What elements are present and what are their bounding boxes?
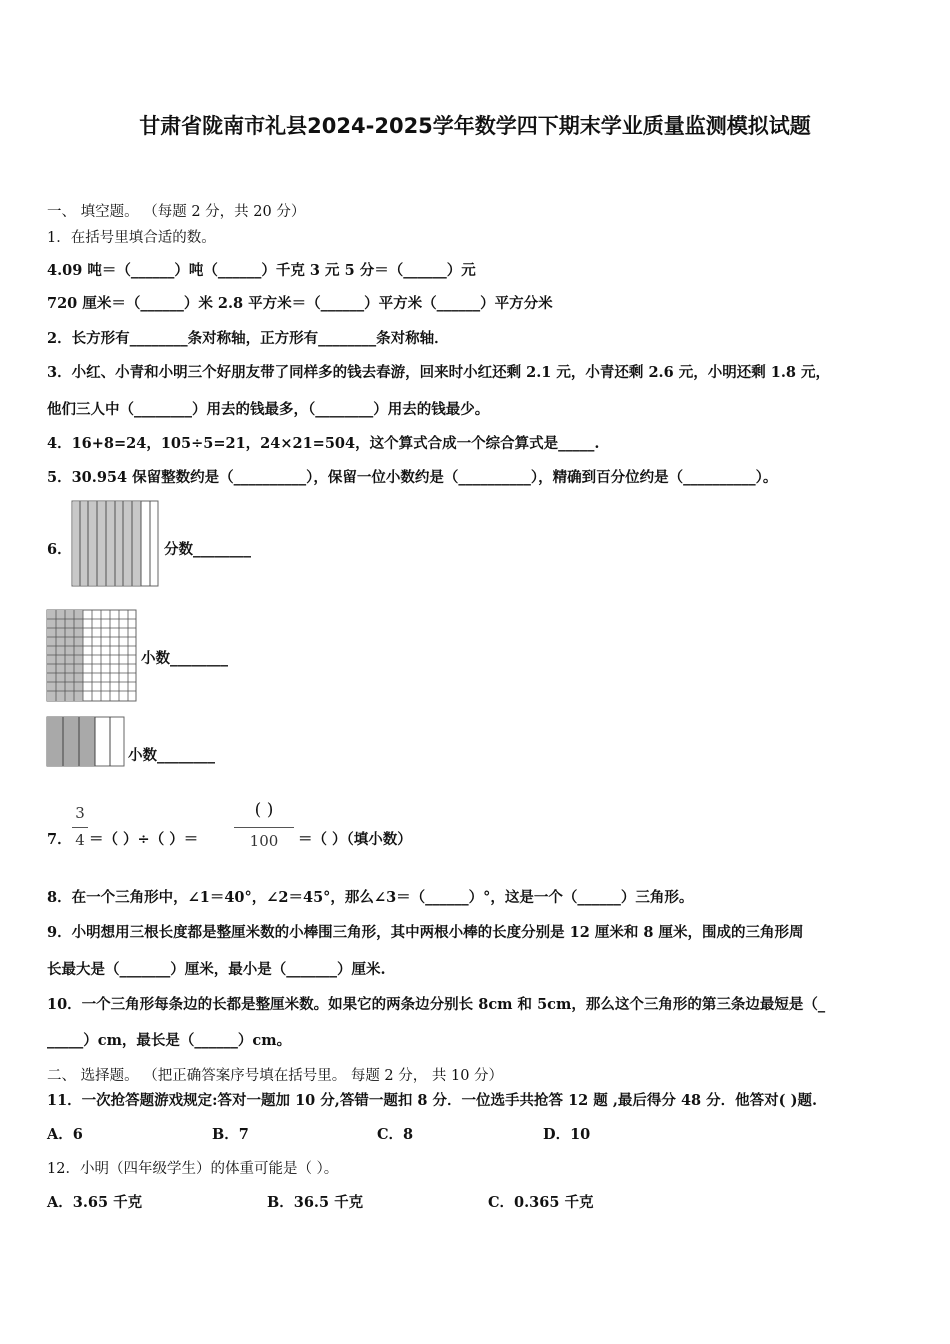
q10-line1: 10．一个三角形每条边的长都是整厘米数。如果它的两条边分别长 8cm 和 5cm，那么这个三角形的第三条边最短是（_ (47, 996, 826, 1013)
section1-heading: 一、 填空题。 （每题 2 分，共 20 分） (47, 204, 306, 220)
q7-number: 7． (47, 831, 72, 848)
q6-strip-figure (71, 500, 161, 588)
q7-numerator: 3 (75, 804, 85, 822)
q9-line1: 9．小明想用三根长度都是整厘米数的小棒围三角形，其中两根小棒的长度分别是 12 厘米和 8 厘米，围成的三角形周 (47, 924, 804, 941)
q6-grid-figure (46, 609, 138, 703)
q6-bar-figure (46, 716, 126, 768)
q11-option-d: D．10 (543, 1126, 591, 1143)
q1-stem: 1．在括号里填合适的数。 (47, 230, 216, 246)
q3-line2: 他们三人中（________）用去的钱最多，（________）用去的钱最少。 (47, 401, 490, 418)
q11-option-b: B．7 (212, 1126, 249, 1143)
q7-denominator: 4 (75, 831, 85, 849)
q5: 5．30.954 保留整数约是（__________），保留一位小数约是（__________），精确到百分位约是（__________）。 (47, 469, 778, 486)
q6-label3: 小数________ (128, 747, 215, 764)
q12-option-b: B．36.5 千克 (267, 1194, 364, 1211)
q7-frac2-numerator: ( ) (254, 800, 274, 820)
q6-label2: 小数________ (141, 650, 228, 667)
q9-line2: 长最大是（_______）厘米，最小是（_______）厘米. (47, 961, 386, 978)
q2: 2．长方形有________条对称轴，正方形有________条对称轴． (47, 330, 449, 347)
q10-line2: _____）cm，最长是（______）cm。 (47, 1032, 292, 1049)
q11-stem: 11．一次抢答题游戏规定:答对一题加 10 分,答错一题扣 8 分．一位选手共抢答 12 题 ,最后得分 48 分．他答对( )题. (47, 1092, 817, 1109)
q8: 8．在一个三角形中，∠1＝40°，∠2＝45°，那么∠3＝（______）°，这是一个（______）三角形。 (47, 889, 694, 906)
q6-number: 6． (47, 541, 72, 558)
q4: 4．16+8=24，105÷5=21，24×21=504，这个算式合成一个综合算式是_____. (47, 435, 600, 452)
q7-fraction-bar (72, 827, 88, 828)
q7-frac2-bar (234, 827, 294, 828)
q11-option-c: C．8 (377, 1126, 414, 1143)
q7-end: ＝（ ）（填小数） (298, 831, 412, 848)
q7-frac2-denominator: 100 (249, 832, 279, 850)
q1-line2: 720 厘米＝（______）米 2.8 平方米＝（______）平方米（______）平方分米 (47, 295, 553, 312)
q12-option-c: C．0.365 千克 (488, 1194, 594, 1211)
q12-stem: 12．小明（四年级学生）的体重可能是（ ）。 (47, 1161, 339, 1177)
q12-option-a: A．3.65 千克 (47, 1194, 143, 1211)
section2-heading: 二、 选择题。 （把正确答案序号填在括号里。 每题 2 分， 共 10 分） (47, 1068, 504, 1084)
q11-option-a: A．6 (47, 1126, 83, 1143)
q6-label1: 分数________ (164, 541, 251, 558)
q7-middle: ＝（ ）÷（ ）＝ (89, 831, 199, 848)
page-title: 甘肃省陇南市礼县2024-2025学年数学四下期末学业质量监测模拟试题 (139, 114, 811, 138)
q1-line1: 4.09 吨＝（______）吨（______）千克 3 元 5 分＝（______）元 (47, 262, 476, 279)
q3-line1: 3．小红、小青和小明三个好朋友带了同样多的钱去春游，回来时小红还剩 2.1 元，小青还剩 2.6 元，小明还剩 1.8 元， (47, 364, 831, 381)
